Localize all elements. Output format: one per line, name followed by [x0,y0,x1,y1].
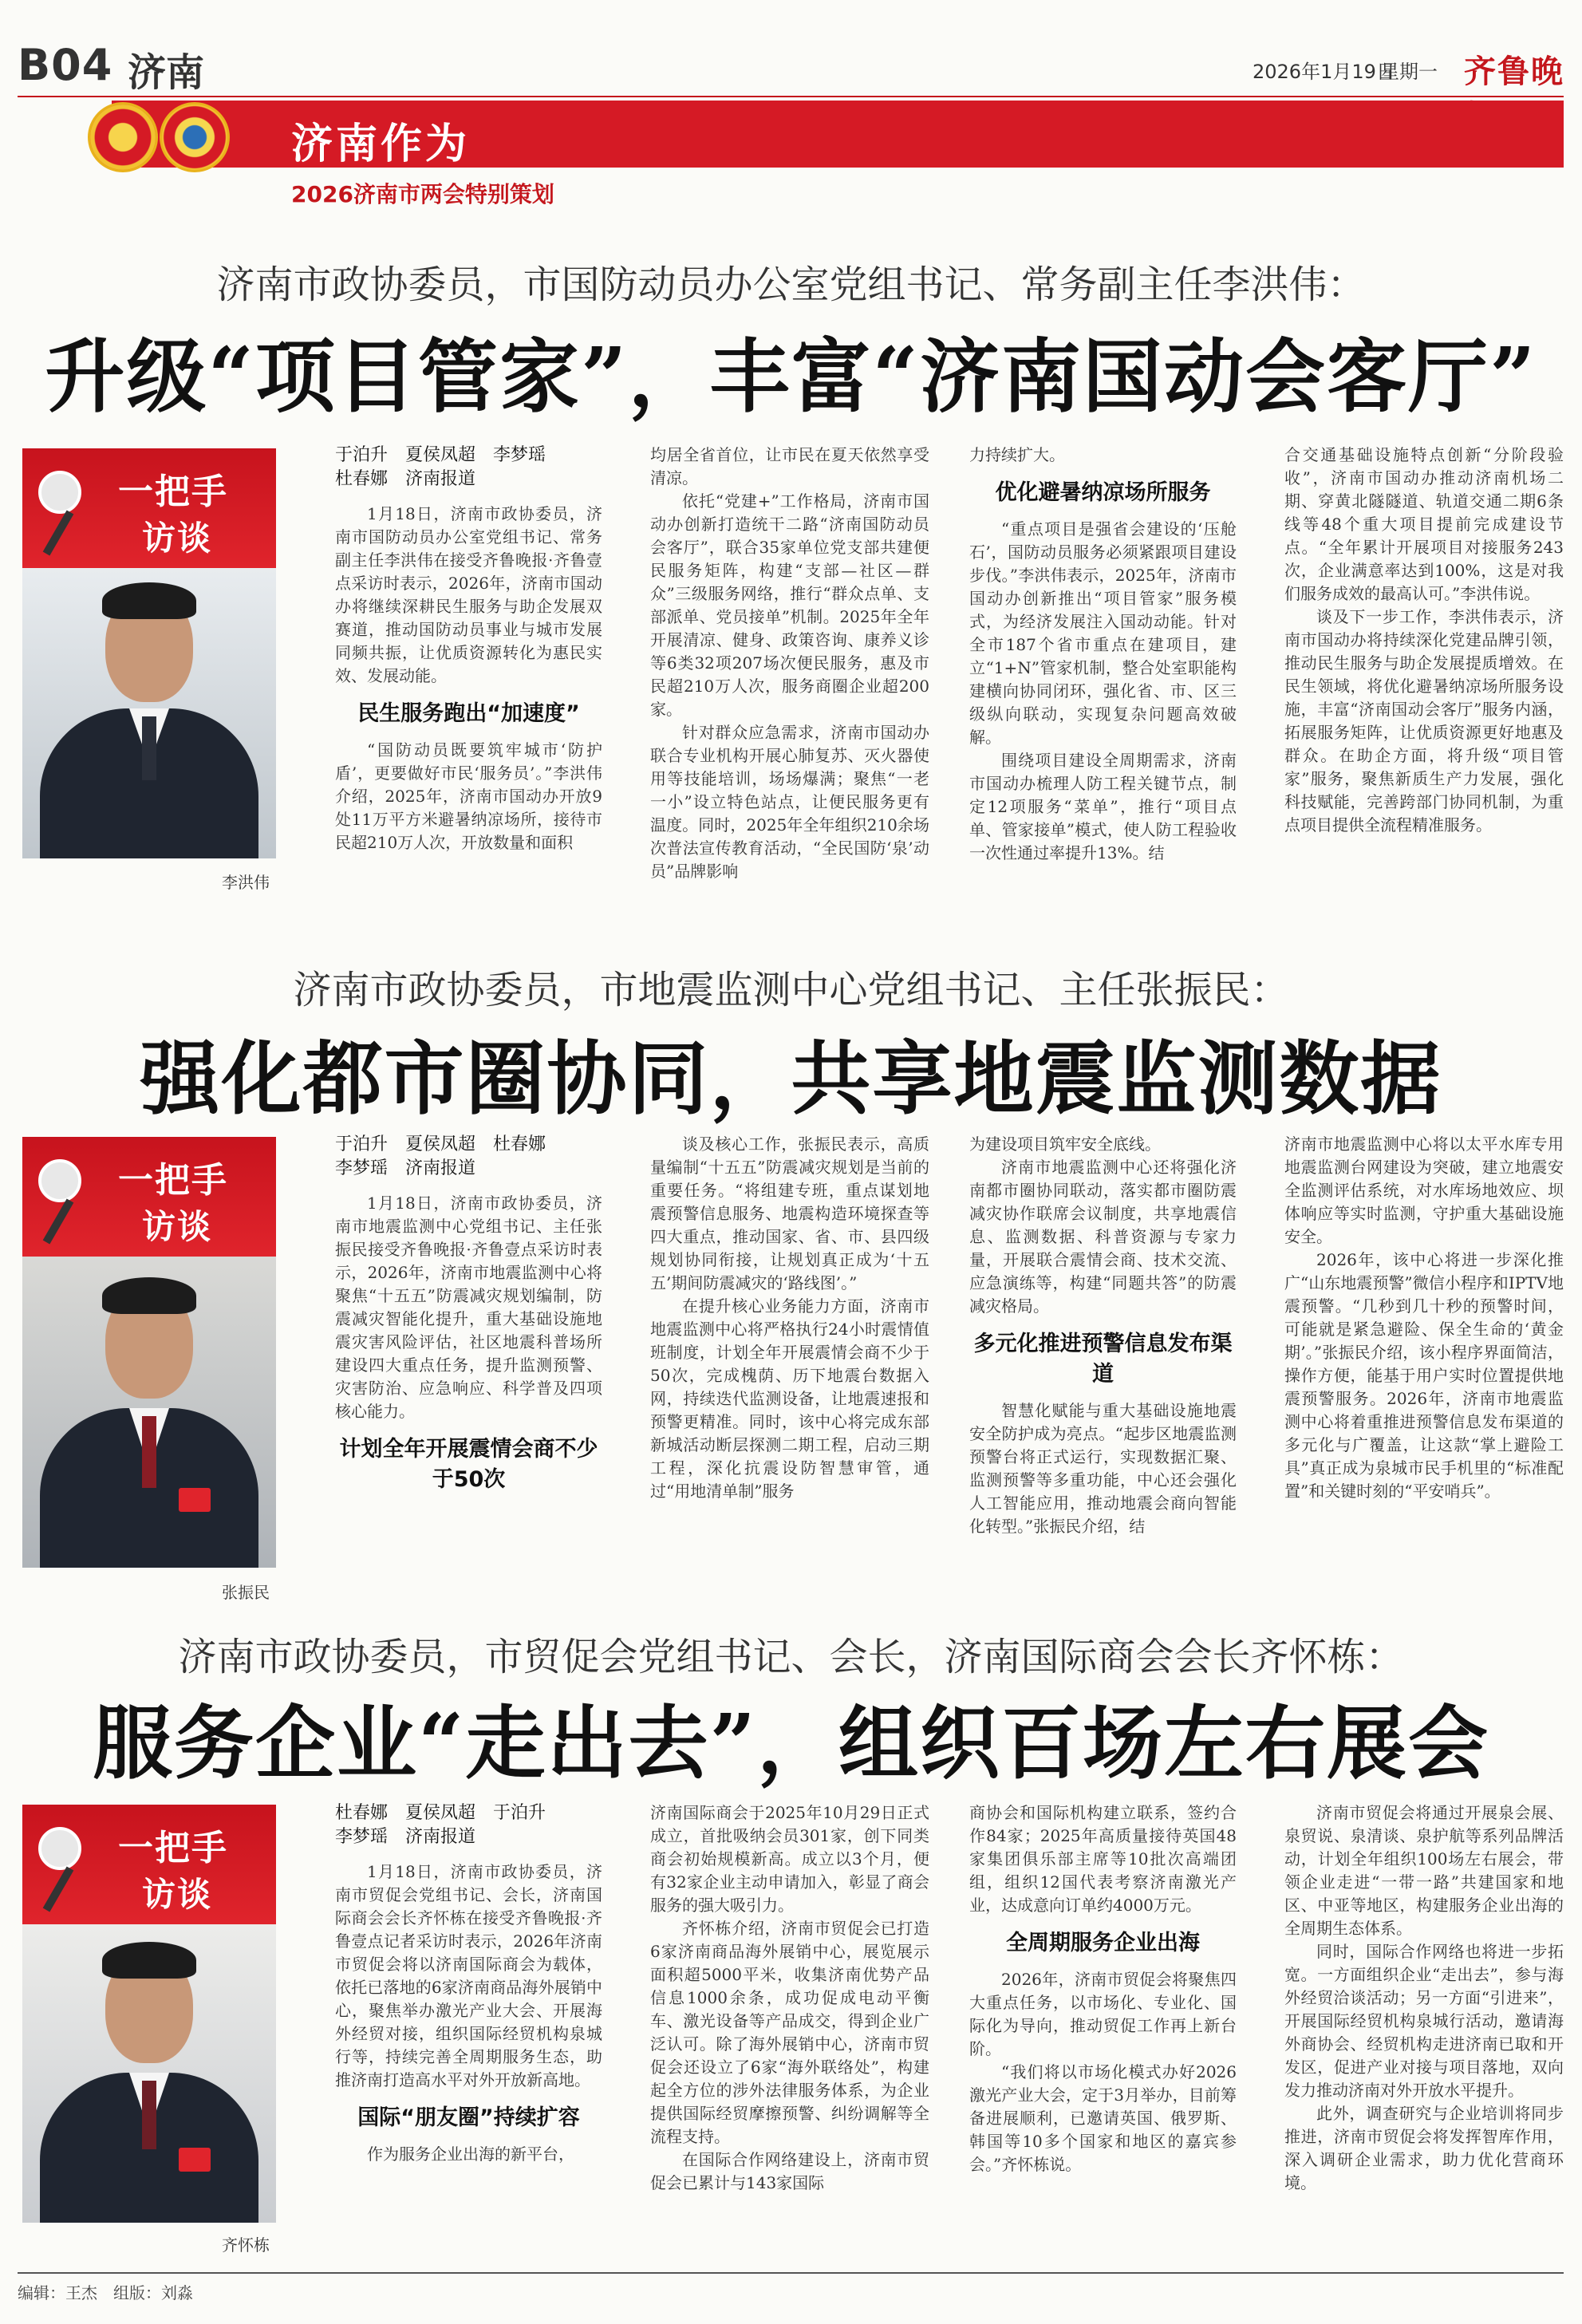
paragraph: 齐怀栋介绍，济南市贸促会已打造6家济南商品海外展销中心，展览展示面积超5000平米，收集济南优势产品信息1000余条，成功促成电动平衡车、激光设备等产品成交，得到企业广泛认可。除了海外展销中心，济南市贸促会还设立了6家“海外联络处”，构建起全方位的涉外法律服务体系，为企业提供国际经贸摩擦预警、纠纷调解等全流程支持。 [650,1919,929,2146]
header-rule [18,96,1564,97]
article-headline: 升级“项目管家”，丰富“济南国动会客厅” [45,329,1537,424]
badge-title: 一把手 [118,1160,228,1201]
badge-subtitle: 访谈 [142,1207,213,1246]
article-column [969,444,1237,890]
paragraph: 济南市贸促会将通过开展泉会展、泉贸说、泉清谈、泉护航等系列品牌活动，计划全年组织100场左右展会，带领企业走进“一带一路”共建国家和地区、中亚等地区，构建服务企业出海的全周期生态体系。 [1284,1803,1564,1938]
article-column [1284,444,1564,890]
interview-badge [22,1805,276,1924]
interview-photo [22,1805,276,2223]
paragraph: 力持续扩大。 [969,445,1065,464]
paragraph: “重点项目是强省会建设的‘压舱石’，国防动员服务必须紧跟项目建设步伐。”李洪伟表示，2025年，济南市国动办创新推出“项目管家”服务模式，为经济发展注入国动动能。针对全市187个省市重点在建项目，建立“1+N”管家机制，整合处室职能构建横向协同闭环，强化省、市、区三级纵向联动，实现复杂问题高效破解。 [969,519,1237,747]
subheading: 计划全年开展震情会商不少于50次 [339,1437,598,1492]
subheading: 国际“朋友圈”持续扩容 [357,2105,580,2130]
photo-caption: 张振民 [222,1583,270,1602]
interview-badge [22,448,276,568]
paragraph: 1月18日，济南市政协委员，济南市国防动员办公室党组书记、常务副主任李洪伟在接受齐鲁晚报·齐鲁壹点采访时表示，2026年，济南市国动办将继续深耕民生服务与助企发展双赛道，推动国防动员事业与城市发展同频共振，让优质资源转化为惠民实效、发展动能。 [335,504,602,685]
badge-subtitle: 访谈 [142,519,213,558]
article-column [335,1133,602,1580]
badge-title: 一把手 [118,1828,228,1868]
banner-subtitle: 2026济南市两会特别策划 [291,181,554,207]
paragraph: 合交通基础设施特点创新“分阶段验收”，济南市国动办推动济南机场二期、穿黄北隧隧道、轨道交通二期6条线等48个重大项目提前完成建设节点。“全年累计开展项目对接服务243次，企业满意率达到100%，这是对我们服务成效的最高认可。”李洪伟说。 [1284,445,1564,603]
cppcc-emblem-icon [160,102,230,172]
article-column [650,1801,929,2248]
paragraph: 在提升核心业务能力方面，济南市地震监测中心将严格执行24小时震情值班制度，计划全年开展震情会商不少于50次，完成槐荫、历下地震台数据入网，持续迭代监测设备，让地震速报和预警更精准。同时，该中心将完成东部新城活动断层探测二期工程，启动三期工程，深化抗震设防智慧审管，通过“用地清单制”服务 [650,1296,929,1501]
paragraph: 2026年，该中心将进一步深化推广“山东地震预警”微信小程序和IPTV地震预警。“几秒到几十秒的预警时间，可能就是紧急避险、保全生命的‘黄金期’。”张振民介绍，该小程序界面简洁，操作方便，能基于用户实时位置提供地震预警服务。2026年，济南市地震监测中心将着重推进预警信息发布渠道的多元化与广覆盖，让这款“掌上避险工具”真正成为泉城市民手机里的“标准配置”和关键时刻的“平安哨兵”。 [1284,1250,1564,1501]
paragraph: 济南市地震监测中心将以太平水库专用地震监测台网建设为突破，建立地震安全监测评估系统，对水库场地效应、坝体响应等实时监测，守护重大基础设施安全。 [1284,1134,1564,1246]
byline: 于泊升 夏侯凤超 李梦瑶 杜春娜 济南报道 [335,445,546,489]
portrait [22,1924,276,2223]
article-kicker: 济南市政协委员，市贸促会党组书记、会长，济南国际商会会长齐怀栋： [178,1635,1404,1679]
paragraph: 针对群众应急需求，济南市国动办联合专业机构开展心肺复苏、灭火器使用等技能培训，场场爆满；聚焦“一老一小”设立特色站点，让便民服务更有温度。同时，2025年全年组织210余场次普法宣传教育活动，“全民国防‘泉’动员”品牌影响 [650,723,929,881]
subheading: 全周期服务企业出海 [1006,1931,1200,1955]
interview-badge [22,1137,276,1257]
interview-photo [22,448,276,858]
article-column [1284,1133,1564,1580]
subheading: 多元化推进预警信息发布渠道 [973,1332,1233,1387]
article-headline: 服务企业“走出去”，组织百场左右展会 [92,1696,1490,1790]
paragraph: 此外，调查研究与企业培训将同步推进，济南市贸促会将发挥智库作用，深入调研企业需求，助力优化营商环境。 [1284,2104,1564,2192]
paragraph: 在国际合作网络建设上，济南市贸促会已累计与143家国际 [650,2150,929,2192]
portrait [22,1257,276,1568]
badge-title: 一把手 [118,472,228,512]
paragraph: 1月18日，济南市政协委员，济南市贸促会党组书记、会长，济南国际商会会长齐怀栋在接受齐鲁晚报·齐鲁壹点记者采访时表示，2026年济南市贸促会将以济南国际商会为载体，依托已落地的6家济南商品海外展销中心，聚焦举办激光产业大会、开展海外经贸对接，组织国际经贸机构泉城行等，持续完善全周期服务生态，助推济南打造高水平对外开放新高地。 [335,1862,602,2089]
paragraph: 济南市地震监测中心还将强化济南都市圈协同联动，落实都市圈防震减灾协作联席会议制度，共享地震信息、监测数据、科普资源与专家力量，开展联合震情会商、技术交流、应急演练等，构建“同题共答”的防震减灾格局。 [969,1158,1237,1316]
paragraph: “我们将以市场化模式办好2026激光产业大会，定于3月举办，目前筹备进展顺利，已邀请英国、俄罗斯、韩国等10多个国家和地区的嘉宾参会。”齐怀栋说。 [969,2062,1237,2174]
microphone-icon [38,1159,81,1202]
byline: 于泊升 夏侯凤超 杜春娜 李梦瑶 济南报道 [335,1134,546,1178]
article-column [335,444,602,890]
page-code: B04 [18,40,113,90]
national-emblem-icon [88,102,158,172]
editor-credit: 编辑：王杰 组版：刘淼 [18,2283,193,2302]
footer-rule [18,2272,1564,2274]
subheading: 优化避暑纳凉场所服务 [995,480,1211,505]
badge-subtitle: 访谈 [142,1875,213,1914]
page-section-name: 济南 [128,50,205,95]
issue-date: 2026年1月19日 [1253,61,1395,83]
newspaper-logo: 齐鲁晚 [1464,53,1564,90]
paragraph: 济南国际商会于2025年10月29日正式成立，首批吸纳会员301家，创下同类商会初始规模新高。成立以3个月，便有32家企业主动申请加入，彰显了商会服务的强大吸引力。 [650,1803,929,1915]
article-kicker: 济南市政协委员，市地震监测中心党组书记、主任张振民： [293,968,1289,1012]
article-column [969,1133,1237,1580]
paragraph: 同时，国际合作网络也将进一步拓宽。一方面组织企业“走出去”，参与海外经贸洽谈活动；另一方面“引进来”，开展国际经贸机构泉城行活动，邀请海外商协会、经贸机构走进济南已取和开发区，促进产业对接与项目落地，双向发力推动济南对外开放水平提升。 [1284,1942,1564,2100]
article-column [650,444,929,890]
interview-photo [22,1137,276,1568]
article-kicker: 济南市政协委员，市国防动员办公室党组书记、常务副主任李洪伟： [216,262,1366,307]
article-column [650,1133,929,1580]
paragraph: 智慧化赋能与重大基础设施地震安全防护成为亮点。“起步区地震监测预警台将正式运行，实现数据汇聚、监测预警等多重功能，中心还会强化人工智能应用，推动地震会商向智能化转型。”张振民介绍，结 [969,1401,1237,1536]
microphone-icon [38,471,81,514]
article-column [969,1801,1237,2248]
paragraph: 谈及下一步工作，李洪伟表示，济南市国动办将持续深化党建品牌引领，推动民生服务与助企发展提质增效。在民生领域，将优化避暑纳凉场所服务设施，丰富“济南国动会客厅”服务内涵，拓展服务矩阵，让优质资源更好地惠及群众。在助企方面，将升级“项目管家”服务，聚焦新质生产力发展，强化科技赋能，完善跨部门协同机制，为重点项目提供全流程精准服务。 [1284,607,1564,835]
paragraph: 均居全省首位，让市民在夏天依然享受清凉。 [650,445,929,487]
photo-caption: 李洪伟 [222,873,270,892]
paragraph: 2026年，济南市贸促会将聚焦四大重点任务，以市场化、专业化、国际化为导向，推动贸促工作再上新台阶。 [969,1970,1237,2058]
paragraph: 商协会和国际机构建立联系，签约合作84家；2025年高质量接待英国48家集团俱乐部主席等10批次高端团组，组织12国代表考察济南激光产业，达成意向订单约4000万元。 [969,1803,1237,1915]
microphone-icon [38,1827,81,1870]
paragraph: 作为服务企业出海的新平台， [367,2144,574,2164]
paragraph: 依托“党建+”工作格局，济南市国动办创新打造统干二路“济南国防动员会客厅”，联合35家单位党支部共建便民服务矩阵，构建“支部—社区—群众”三级服务网络，推行“群众点单、支部派单、党员接单”机制。2025年全年开展清凉、健身、政策咨询、康养义诊等6类32项207场次便民服务，惠及市民超210万人次，服务商圈企业超200家。 [650,491,929,719]
paragraph: “国防动员既要筑牢城市‘防护盾’，更要做好市民‘服务员’。”李洪伟介绍，2025年，济南市国动办开放9处11万平方米避暑纳凉场所，接待市民超210万人次，开放数量和面积 [335,740,602,852]
subheading: 民生服务跑出“加速度” [357,701,580,726]
article-headline: 强化都市圈协同，共享地震监测数据 [140,1032,1442,1126]
article-column [335,1801,602,2248]
paragraph: 围绕项目建设全周期需求，济南市国动办梳理人防工程关键节点，制定12项服务“菜单”，推行“项目点单、管家接单”模式，使人防工程验收一次性通过率提升13%。结 [969,751,1237,862]
issue-weekday: 星期一 [1380,61,1438,83]
banner-title: 济南作为 [291,120,471,168]
byline: 杜春娜 夏侯凤超 于泊升 李梦瑶 济南报道 [335,1803,546,1847]
portrait [22,568,276,858]
article-column [1284,1801,1564,2248]
paragraph: 谈及核心工作，张振民表示，高质量编制“十五五”防震减灾规划是当前的重要任务。“将组建专班，重点谋划地震预警信息服务、地震构造环境探查等四大重点，推动国家、省、市、县四级规划协同衔接，让规划真正成为‘十五五’期间防震减灾的‘路线图’。” [650,1134,929,1292]
paragraph: 1月18日，济南市政协委员，济南市地震监测中心党组书记、主任张振民接受齐鲁晚报·齐鲁壹点采访时表示，2026年，济南市地震监测中心将聚焦“十五五”防震减灾规划编制，防震减灾智能化提升，重大基础设施地震灾害风险评估，社区地震科普场所建设四大重点任务，提升监测预警、灾害防治、应急响应、科学普及四项核心能力。 [335,1194,602,1421]
paragraph: 为建设项目筑牢安全底线。 [969,1134,1161,1154]
photo-caption: 齐怀栋 [222,2235,270,2255]
